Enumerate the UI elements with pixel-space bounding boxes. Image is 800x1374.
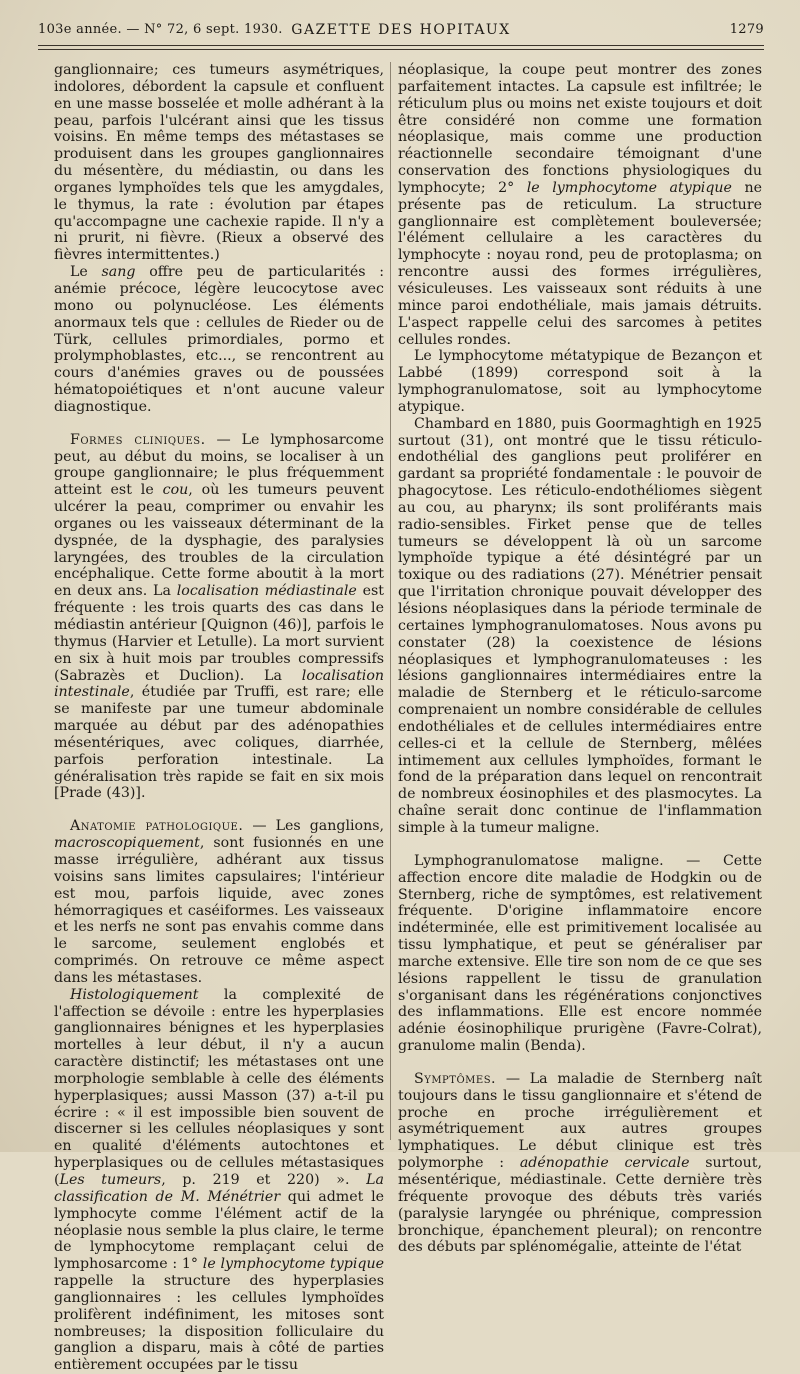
italic-run: cou <box>162 482 189 499</box>
text-run: qui admet le lymphocyte comme l'élément actif de la néoplasie nous semble la plus claire, le terme de lymphocytome remplaçant celui de lymphosarcome : 1° <box>54 1188 384 1273</box>
italic-run: macroscopiquement <box>54 835 200 852</box>
paragraph <box>398 62 762 348</box>
left-column <box>54 62 385 1374</box>
column-divider <box>390 62 391 1140</box>
right-column <box>398 62 763 1256</box>
text-run: , où les tumeurs peuvent ulcérer la peau, comprimer ou envahir les organes ou les vaisseaux déterminant de la dyspnée, de la dysphagie, des paralysies laryngées, des troubles de la circulation encéphalique. Cette forme aboutit à la mort en deux ans. La <box>54 482 384 600</box>
italic-run: localisation médiastinale <box>176 583 357 600</box>
text-run: ne présente pas de reticulum. La structure ganglionnaire est complètement bouleversée; l'élément cellulaire a les caractères du lymphocyte : noyau rond, peu de protoplasma; on rencontre aussi des formes irrégulières, vésiculeuses. Les vaisseaux sont réduits à une mince paroi endothéliale, mais jamais détruits. L'aspect rappelle celui des sarcomes à petites cellules rondes. <box>398 179 763 348</box>
paragraph <box>54 818 384 986</box>
issue-info: 103e année. — N° 72, 6 sept. 1930. <box>38 22 283 37</box>
italic-run: le lymphocytome typique <box>202 1256 384 1273</box>
paragraph <box>54 432 384 803</box>
running-header <box>38 22 764 44</box>
paragraph <box>398 348 762 415</box>
paragraph <box>398 1071 762 1256</box>
text-run: , p. 219 et 220) ». <box>161 1172 367 1188</box>
text-run: est fréquente : les trois quarts des cas dans le médiastin antérieur [Quignon (46)], parfois le thymus (Harvier et Letulle). La mort survient en six à huit mois par troubles compressifs (Sabrazès et Duclion). La <box>54 583 384 684</box>
text-run: surtout, mésentérique, médiastinale. Cette dernière très fréquente provoque des débuts très variés (paralysie laryngée ou phrénique, compression bronchique, épanchement pleural); on rencontre des débuts par splénomégalie, atteinte de l'état <box>398 1155 763 1256</box>
header-rule <box>38 45 764 46</box>
text-run: , étudiée par Truffi, est rare; elle se manifeste par une tumeur abdominale marquée au début par des adénopathies mésentériques, avec coliques, diarrhée, parfois perforation intestinale. La généralisation très rapide se fait en six mois [Prade (43)]. <box>54 684 384 802</box>
section-heading: Symptômes. <box>414 1070 497 1087</box>
paragraph <box>54 264 384 416</box>
text-run: la complexité de l'affection se dévoile : entre les hyperplasies ganglionnaires bénignes et les hyperplasies mortelles à leur début, il n'y a aucun caractère distinctif; les métastases ont une morphologie semblable à celle des éléments hyperplasiques; aussi Masson (37) a-t-il pu écrire : « il est impossible bien souvent de discerner si les cellules néoplasiques y sont en qualité d'éléments autochtones et hyperplasiques ou de cellules métastasiques ( <box>54 986 384 1188</box>
text-run: , sont fusionnés en une masse irrégulière, adhérant aux tissus voisins sans limites capsulaires; l'intérieur est mou, parfois liquide, avec zones hémorragiques et caséiformes. Les vaisseaux et les nerfs ne sont pas envahis comme dans le sarcome, seulement englobés et comprimés. On retrouve ce même aspect dans les métastases. <box>54 835 384 986</box>
text-run: Chambard en 1880, puis Goormaghtigh en 1925 surtout (31), ont montré que le tissu réticulo-endothélial des ganglions peut proliférer en gardant sa propriété fondamentale : le pouvoir de phagocytose. Les réticulo-endothéliomes siègent au cou, au pharynx; ils sont proliférants mais radio-sensibles. Firket pense que de telles tumeurs se développent là où un sarcome lymphoïde typique a été désintégré par un toxique ou des radiations (27). Ménétrier pensait que l'irritation chronique pouvait développer des lésions néoplasiques dans la période terminale de certaines lymphogranulomatoses. Nous avons pu constater (28) la coexistence de lésions néoplasiques et lymphogranulomateuses : les lésions ganglionnaires intermédiaires entre la maladie de Sternberg et le réticulo-sarcome comprenaient un nombre considérable de cellules endothéliales et de cellules intermédiaires entre celles-ci et la cellule de Sternberg, mêlées intimement aux cellules lymphoïdes, formant le fond de la préparation dans lequel on rencontrait de nombreux éosinophiles et des plasmocytes. La chaîne serait donc continue de l'inflammation simple à la tumeur maligne. <box>398 415 762 836</box>
text-run: Le lymphocytome métatypique de Bezançon et Labbé (1899) correspond soit à la lymphogranulomatose, soit au lymphocytome atypique. <box>398 348 762 415</box>
text-run: — La maladie de Sternberg naît toujours dans le tissu ganglionnaire et s'étend de proche en proche irrégulièrement et asymétriquement aux autres groupes lymphatiques. Le début clinique est très polymorphe : <box>398 1070 762 1172</box>
italic-run: adénopathie cervicale <box>519 1155 690 1172</box>
italic-run: sang <box>101 264 136 281</box>
text-run: Lymphogranulomatose maligne. — Cette affection encore dite maladie de Hodgkin ou de Sternberg, riche de symptômes, est relativement fréquente. D'origine inflammatoire encore indéterminée, elle est primitivement localisée au tissu lymphatique, et peut se généraliser par marche extensive. Elle tire son nom de ce que ses lésions rappellent le tissu de granulation s'organisant dans les régénérations conjonctives des inflammations. Elle est encore nommée adénie éosinophilique prurigène (Favre-Colrat), granulome malin (Benda). <box>398 852 762 1055</box>
text-run: — Les ganglions, <box>243 818 384 835</box>
text-run: offre peu de particularités : anémie précoce, légère leucocytose avec mono ou polynucléose. Les éléments anormaux tels que : cellules de Rieder ou de Türk, cellules primordiales, pormo et prolymphoblastes, etc..., se rencontrent au cours d'anémies graves ou de poussées hématopoiétiques et n'ont aucune valeur diagnostique. <box>54 264 385 415</box>
text-run: ganglionnaire; ces tumeurs asymétriques, indolores, débordent la capsule et confluent en une masse bosselée et molle adhérant à la peau, parfois l'ulcérant ainsi que les tissus voisins. En même temps des métastases se produisent dans les groupes ganglionnaires du mésentère, du médiastin, ou dans les organes lymphoïdes tels que les amygdales, le thymus, la rate : évolution par étapes qu'accompagne une cachexie rapide. Il n'y a ni prurit, ni fièvre. (Rieux a observé des fièvres intermittentes.) <box>54 62 384 264</box>
italic-run: Histologiquement <box>70 986 199 1003</box>
italic-run: Les tumeurs <box>59 1172 162 1188</box>
header-rule-double <box>38 49 764 50</box>
text-run: rappelle la structure des hyperplasies ganglionnaires : les cellules lymphoïdes prolifèrent indéfiniment, les mitoses sont nombreuses; la disposition folliculaire du ganglion a disparu, mais à côté de parties entièrement occupées par le tissu <box>54 1273 384 1374</box>
section-lymphogranulomatose <box>398 853 762 1055</box>
paragraph <box>54 62 384 264</box>
italic-run: le lymphocytome atypique <box>526 179 732 196</box>
section-heading: Formes cliniques. <box>70 431 206 448</box>
italic-run: La classification de M. Ménétrier <box>54 1172 384 1205</box>
paragraph <box>398 416 762 837</box>
section-heading: Anatomie pathologique. <box>70 818 244 835</box>
italic-run: localisation intestinale <box>54 667 384 701</box>
page-number: 1279 <box>729 22 764 37</box>
text-run: Le <box>70 264 102 281</box>
journal-title: GAZETTE DES HOPITAUX <box>291 22 511 38</box>
text-run: — Le lymphosarcome peut, au début du moins, se localiser à un groupe ganglionnaire; le plus fréquemment atteint est le <box>54 431 384 499</box>
text-run: néoplasique, la coupe peut montrer des zones parfaitement intactes. La capsule est infiltrée; le réticulum plus ou moins net existe toujours et doit être considéré non comme une formation néoplasique, mais comme une production réactionnelle secondaire témoignant d'une conservation des fonctions physiologiques du lymphocyte; 2° <box>398 62 762 196</box>
paragraph <box>54 987 384 1374</box>
